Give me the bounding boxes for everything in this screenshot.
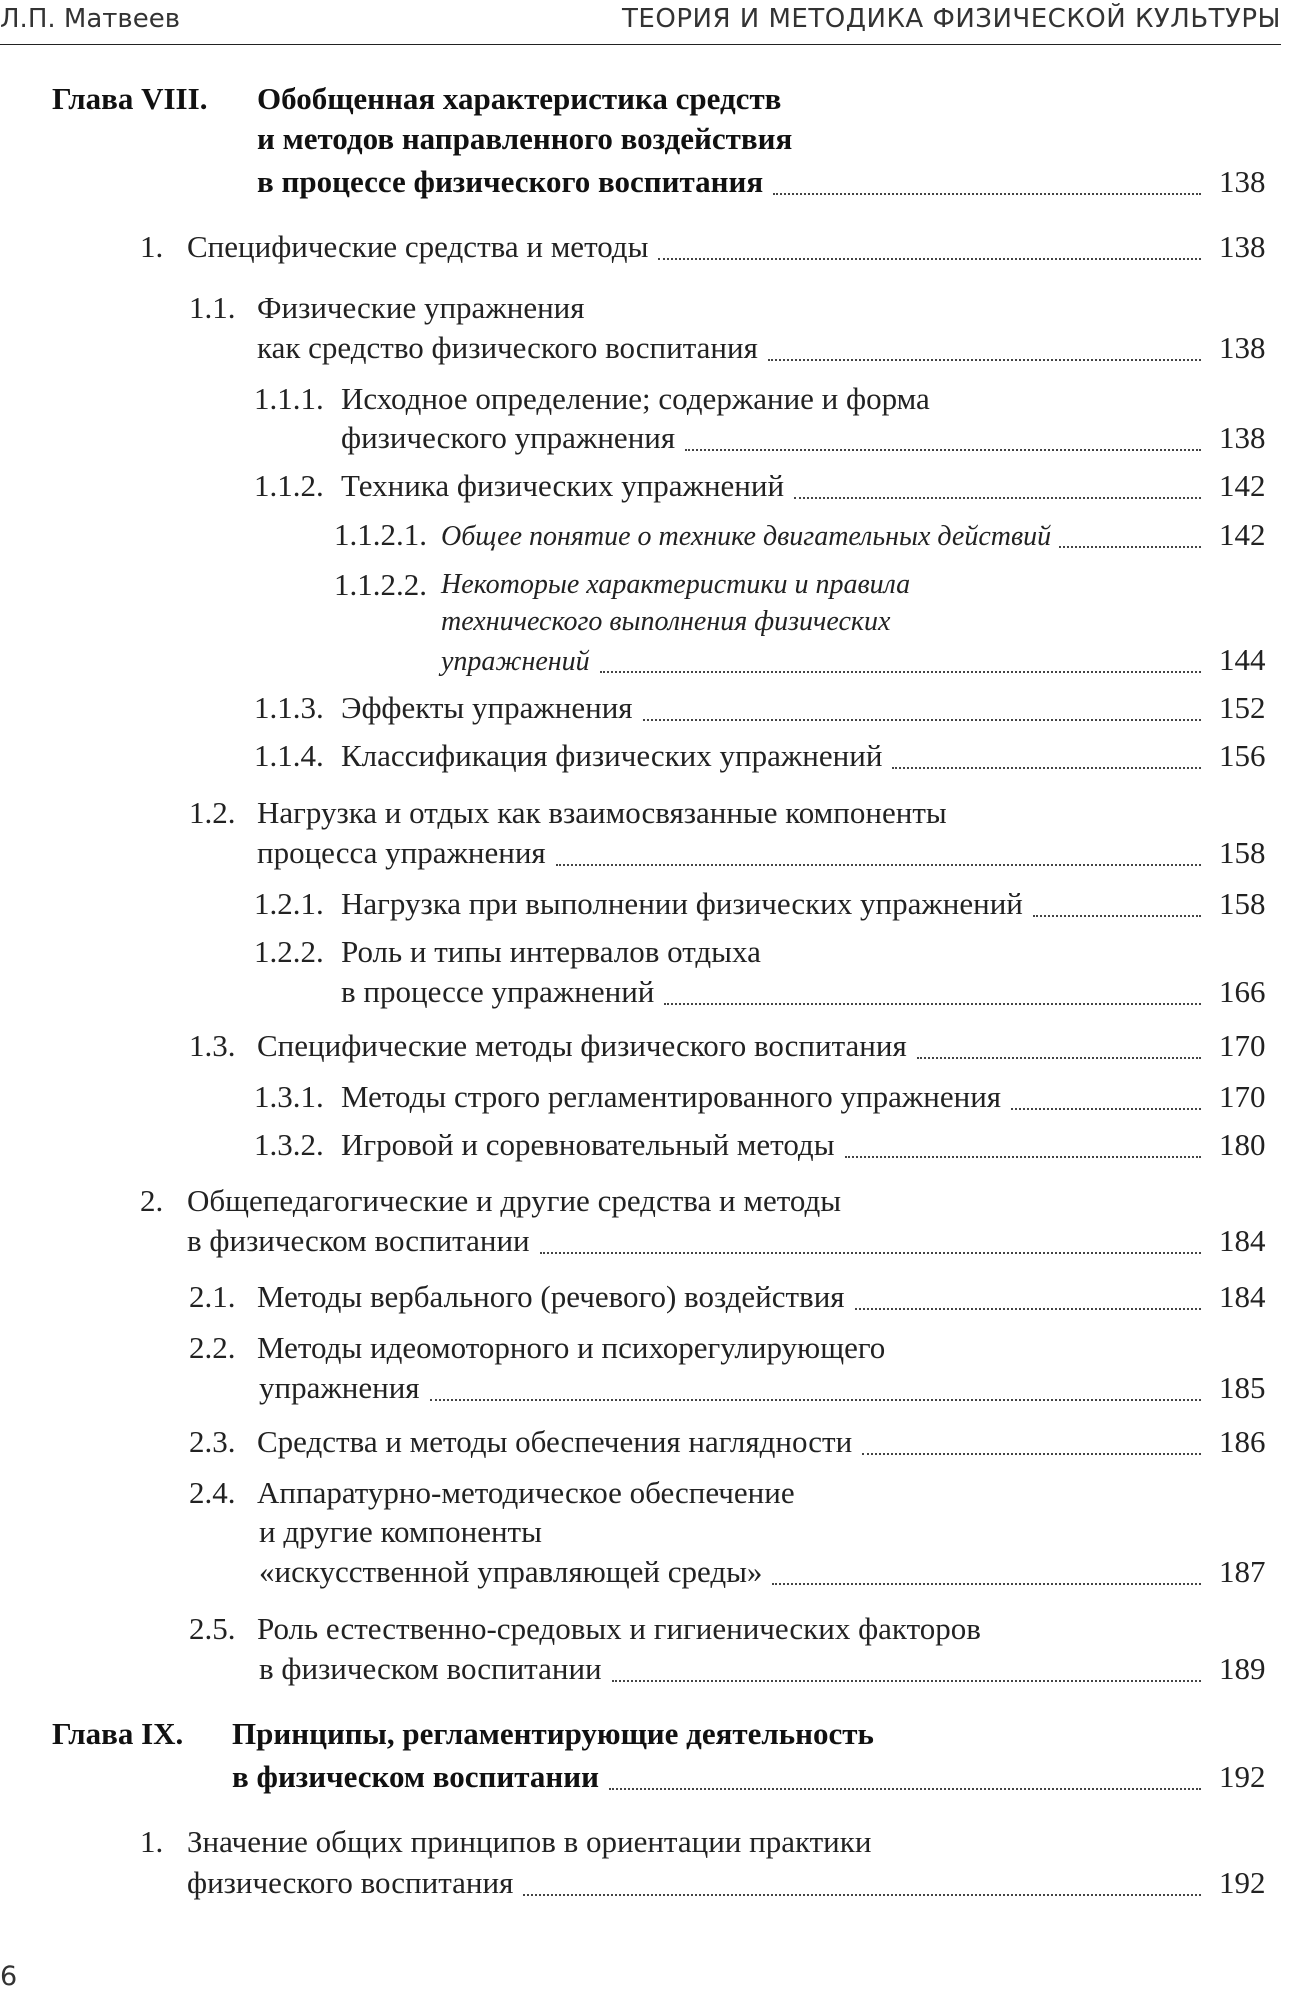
section-number: 1.1. <box>189 290 236 325</box>
chapter-8-title-line: Обобщенная характеристика средств <box>257 81 782 116</box>
section-number: 1. <box>140 1824 164 1859</box>
toc-entry-2-3[interactable] <box>189 1420 1281 1464</box>
section-number: 1.3. <box>189 1028 236 1063</box>
page-number: 152 <box>1219 690 1266 725</box>
dot-leader <box>1033 915 1201 917</box>
section-number: 2.5. <box>189 1611 236 1646</box>
page-number: 185 <box>1219 1370 1266 1405</box>
section-title: Нагрузка при выполнении физических упражнений <box>341 886 1023 921</box>
page-number: 142 <box>1219 468 1266 503</box>
section-number: 1.2.1. <box>254 886 324 921</box>
toc-entry-2[interactable] <box>187 1219 1281 1263</box>
section-number: 2.2. <box>189 1330 236 1365</box>
dot-leader <box>540 1252 1201 1254</box>
toc-entry-1-1-2-2[interactable] <box>441 638 1281 682</box>
dot-leader <box>658 258 1201 260</box>
page-number: 158 <box>1219 886 1266 921</box>
toc-entry-2-2[interactable] <box>259 1366 1281 1410</box>
running-header <box>0 2 1281 45</box>
page-number: 192 <box>1219 1759 1266 1794</box>
dot-leader <box>892 767 1201 769</box>
section-title-line: Исходное определение; содержание и форма <box>341 381 930 416</box>
section-title-line: «искусственной управляющей среды» <box>259 1554 763 1589</box>
page-number: 170 <box>1219 1079 1266 1114</box>
section-title-line: Физические упражнения <box>257 290 585 325</box>
dot-leader <box>845 1156 1201 1158</box>
section-title: Классификация физических упражнений <box>341 738 883 773</box>
toc-entry-1-3[interactable] <box>189 1024 1281 1068</box>
section-number: 1.1.2.2. <box>334 567 427 602</box>
section-title-line: Методы идеомоторного и психорегулирующего <box>257 1330 886 1365</box>
section-title-line: Некоторые характеристики и правила <box>441 569 911 600</box>
page-number: 180 <box>1219 1127 1266 1162</box>
section-number: 2.4. <box>189 1475 236 1510</box>
section-number: 1.3.1. <box>254 1079 324 1114</box>
toc-entry-1-1-2[interactable] <box>254 464 1281 508</box>
chapter-9-title-line: в физическом воспитании <box>232 1759 599 1794</box>
section-title-line: физического воспитания <box>187 1865 514 1900</box>
dot-leader <box>855 1308 1201 1310</box>
toc-entry-1-3-2[interactable] <box>254 1123 1281 1167</box>
page-number: 184 <box>1219 1279 1266 1314</box>
chapter-9-entry[interactable] <box>232 1755 1281 1799</box>
section-number: 2. <box>140 1183 164 1218</box>
section-title: Эффекты упражнения <box>341 690 633 725</box>
section-title-line: Общепедагогические и другие средства и методы <box>187 1183 842 1218</box>
toc-entry-1-1-2-1[interactable] <box>334 513 1281 557</box>
toc-entry-2-4[interactable] <box>259 1550 1281 1594</box>
section-title: Техника физических упражнений <box>341 468 785 503</box>
section-title-line: технического выполнения физических <box>441 606 891 637</box>
page-number: 184 <box>1219 1223 1266 1258</box>
page-number: 138 <box>1219 229 1266 264</box>
page-number: 166 <box>1219 974 1266 1009</box>
section-title: Средства и методы обеспечения наглядности <box>257 1424 853 1459</box>
section-title: Методы вербального (речевого) воздействия <box>257 1279 845 1314</box>
dot-leader <box>685 449 1201 451</box>
chapter-8-heading <box>52 77 1281 121</box>
toc-ch9-entry-1[interactable] <box>187 1861 1281 1905</box>
section-title-line: процесса упражнения <box>257 835 546 870</box>
section-number: 1.2. <box>189 795 236 830</box>
page-number: 158 <box>1219 835 1266 870</box>
page-number: 192 <box>1219 1865 1266 1900</box>
section-number: 1.1.1. <box>254 381 324 416</box>
dot-leader <box>643 719 1201 721</box>
chapter-8-title-line: в процессе физического воспитания <box>257 164 764 199</box>
footer-page-number: 6 <box>0 1961 18 1992</box>
chapter-9-title-line: Принципы, регламентирующие деятельность <box>232 1716 874 1751</box>
dot-leader <box>430 1399 1201 1401</box>
section-number: 1.2.2. <box>254 934 324 969</box>
dot-leader <box>664 1003 1201 1005</box>
section-number: 1.3.2. <box>254 1127 324 1162</box>
page-number: 138 <box>1219 164 1266 199</box>
section-title-line: в физическом воспитании <box>259 1651 602 1686</box>
header-author: Л.П. Матвеев <box>0 4 181 34</box>
toc-entry-1-1-3[interactable] <box>254 686 1281 730</box>
toc-entry-1-2-2[interactable] <box>341 970 1281 1014</box>
section-title: Специфические средства и методы <box>187 229 649 264</box>
page-number: 186 <box>1219 1424 1266 1459</box>
section-title: Специфические методы физического воспитания <box>257 1028 907 1063</box>
dot-leader <box>609 1788 1201 1790</box>
dot-leader <box>600 671 1201 673</box>
section-title-line: в процессе упражнений <box>341 974 655 1009</box>
section-number: 1.1.4. <box>254 738 324 773</box>
toc-entry-1-3-1[interactable] <box>254 1075 1281 1119</box>
section-title-line: Аппаратурно-методическое обеспечение <box>257 1475 795 1510</box>
header-book-title: ТЕОРИЯ И МЕТОДИКА ФИЗИЧЕСКОЙ КУЛЬТУРЫ <box>622 4 1281 34</box>
chapter-8-title-line: и методов направленного воздействия <box>257 121 793 156</box>
section-title: Общее понятие о технике двигательных действий <box>441 521 1052 552</box>
page-number: 138 <box>1219 420 1266 455</box>
toc-entry-1-1-4[interactable] <box>254 734 1281 778</box>
toc-entry-1-1-1[interactable] <box>341 416 1281 460</box>
dot-leader <box>862 1453 1201 1455</box>
dot-leader <box>773 193 1201 195</box>
chapter-9-label: Глава IX. <box>52 1716 184 1751</box>
page-number: 138 <box>1219 330 1266 365</box>
dot-leader <box>1059 546 1201 548</box>
dot-leader <box>768 359 1201 361</box>
section-title-line: Значение общих принципов в ориентации практики <box>187 1824 872 1859</box>
section-number: 2.3. <box>189 1424 236 1459</box>
section-title-line: Нагрузка и отдых как взаимосвязанные компоненты <box>257 795 947 830</box>
dot-leader <box>612 1680 1201 1682</box>
dot-leader <box>794 497 1201 499</box>
section-title-line: Роль естественно-средовых и гигиенических факторов <box>257 1611 981 1646</box>
toc-entry-2-1[interactable] <box>189 1275 1281 1319</box>
dot-leader <box>523 1894 1201 1896</box>
section-number: 1.1.2. <box>254 468 324 503</box>
section-title-line: упражнений <box>441 646 590 677</box>
toc-entry-1-2-1[interactable] <box>254 882 1281 926</box>
section-number: 1.1.3. <box>254 690 324 725</box>
chapter-8-label: Глава VIII. <box>52 81 208 116</box>
dot-leader <box>556 864 1201 866</box>
chapter-8-entry[interactable] <box>257 160 1281 204</box>
section-number: 1. <box>140 229 164 264</box>
section-title-line: упражнения <box>259 1370 420 1405</box>
dot-leader <box>772 1583 1201 1585</box>
page-number: 142 <box>1219 517 1266 552</box>
section-title-line: Роль и типы интервалов отдыха <box>341 934 761 969</box>
toc-entry-1[interactable] <box>140 225 1281 269</box>
page-number: 144 <box>1219 642 1266 677</box>
page-number: 189 <box>1219 1651 1266 1686</box>
page-number: 187 <box>1219 1554 1266 1589</box>
dot-leader <box>1011 1108 1201 1110</box>
section-number: 1.1.2.1. <box>334 517 427 552</box>
toc-entry-1-2[interactable] <box>257 831 1281 875</box>
section-title: Методы строго регламентированного упражнения <box>341 1079 1002 1114</box>
toc-entry-1-1[interactable] <box>257 326 1281 370</box>
page-number: 170 <box>1219 1028 1266 1063</box>
section-title-line: как средство физического воспитания <box>257 330 758 365</box>
section-title-line: в физическом воспитании <box>187 1223 530 1258</box>
dot-leader <box>917 1057 1201 1059</box>
section-title-line: и другие компоненты <box>259 1514 542 1549</box>
section-title: Игровой и соревновательный методы <box>341 1127 835 1162</box>
section-title-line: физического упражнения <box>341 420 676 455</box>
page-number: 156 <box>1219 738 1266 773</box>
toc-entry-2-5[interactable] <box>259 1647 1281 1691</box>
section-number: 2.1. <box>189 1279 236 1314</box>
